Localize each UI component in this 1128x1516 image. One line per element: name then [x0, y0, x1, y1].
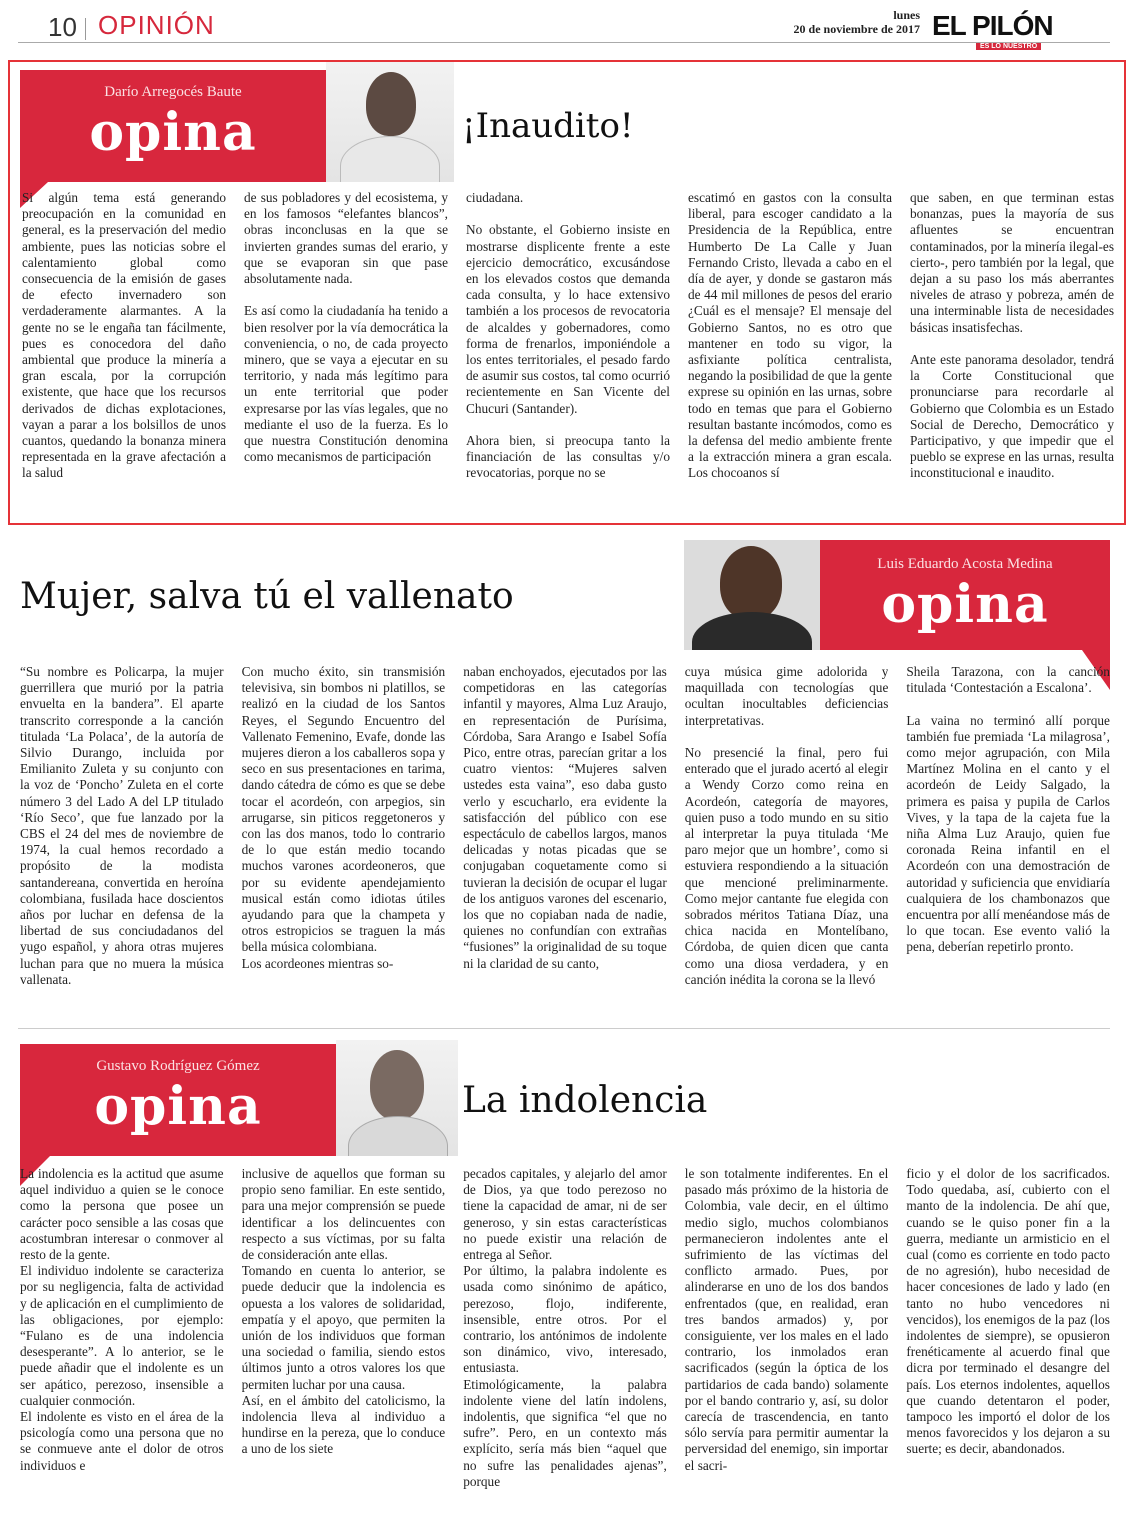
article-title: La indolencia [462, 1080, 708, 1121]
article-indolencia [18, 1040, 1110, 1510]
text-column: ciudadana. No obstante, el Gobierno insiste en mostrarse displicente frente a este ejercicio democrático, excusándose en los elevados costos que demanda cada consulta, y lo hace extensivo también a los procesos de revocatoria de alcaldes y gobernadores, como forma de frenarlos, imponiéndole a los entes territoriales, el pesado fardo de asumir sus costos, tal como ocurrió recientemente en San Vicente del Chucuri (Santander). Ahora bien, si preocupa tanto la financiación de las consultas y/o revocatorias, porque no se [466, 190, 670, 481]
article-body [22, 190, 1114, 510]
author-shoulders [340, 136, 440, 182]
text-column: de sus pobladores y del ecosistema, y en los famosos “elefantes blancos”, obras inconclusas en la que se invierten grandes sumas del erario, y que se evaporan sin que pase absolutamente nada. Es así como la ciudadanía ha tenido a bien resolver por la vía democrática la conveniencia, o no, de cada proyecto minero, que se vaya a ejecutar en su territorio, y nada más legítimo para un ente territorial que poder expresarse por las vías legales, que no mediante el uso de la fuerza. Es lo que nuestra Constitución denomina como mecanismos de participación [244, 190, 448, 465]
article-title: Mujer, salva tú el vallenato [20, 576, 514, 617]
author-photo [336, 1040, 458, 1156]
text-column: que saben, en que terminan estas bonanzas, pues la mayoría de sus afluentes se encuentran contaminados, por la minería ilegal-es cierto-, pero también por la legal, que dejan a su paso los más aberrantes niveles de atraso y pobreza, amén de una interminable lista de necesidades básicas insatisfechas. Ante este panorama desolador, tendrá la Corte Constitucional que pronunciarse para recordarle al Gobierno que Colombia es un Estado Social de Derecho, Democrático y Participativo, y que impedir que el pueblo se exprese en las urnas, resulta inconstitucional e inaudito. [910, 190, 1114, 481]
author-head [370, 1050, 424, 1120]
header-rule [18, 42, 1110, 43]
opina-label: opina [881, 574, 1049, 635]
author-name: Darío Arregocés Baute [104, 84, 242, 100]
logo-slogan: ES LO NUESTRO [976, 43, 1041, 50]
article-title: ¡Inaudito! [462, 106, 634, 146]
text-column: ficio y el dolor de los sacrificados. Todo quedaba, así, cubierto con el manto de la indolencia. De ahí que, cuando se le quiso poner fin a la guerra, mediante un armisticio en el cual (como es corriente en todo pacto de no agresión), hubo necesidad de hacer concesiones de lado y lado (en tanto no hubo vencedores ni vencidos), los enemigos de la paz (los indolentes de siempre), se opusieron frenéticamente al acuerdo final que dicra por terminado el desangre del país. Los eternos indolentes, aquellos que cuando detentaron el poder, tampoco les importó el dolor de los menos favorecidos y los dejaron a su suerte; es decir, abandonados. [906, 1166, 1110, 1457]
text-column: le son totalmente indiferentes. En el pasado más próximo de la historia de Colombia, vale decir, en el último medio siglo, muchos colombianos permanecieron indolentes ante el sufrimiento de las víctimas del conflicto armado. Pues, por alinderarse en uno de los dos bandos enfrentados (que, en realidad, eran tres bandos armados) y, por consiguiente, ver los males en el lado contrario, los inmolados eran sacrificados (según la óptica de los partidarios de cada bando) solamente por el bando contrario y, así, su dolor carecía de trascendencia, en tanto sólo servía para permitir aumentar la perversidad del enemigo, sin importar el sacri- [684, 1166, 889, 1473]
text-column: La indolencia es la actitud que asume aquel individuo a quien se le conoce como la persona que posee un carácter poco sensible a las cosas que acostumbran interesar o conmover al resto de la gente. El individuo indolente se caracteriza por su negligencia, falta de actividad y de aplicación en el cumplimiento de las obligaciones, por ejemplo: “Fulano es de una indolencia desesperante”. A lo anterior, se le puede añadir que el indolente es un ser apático, perezoso, insensible a cualquier conmoción. El indolente es visto en el área de la psicología como una persona que no se conmueve ante el dolor de otros individuos e [20, 1166, 224, 1473]
author-photo [684, 540, 820, 650]
author-name: Gustavo Rodríguez Gómez [96, 1058, 260, 1074]
author-head [366, 72, 416, 136]
article-inaudito [8, 60, 1126, 525]
issue-weekday: lunes [893, 8, 920, 22]
logo-name: EL PILÓN [932, 10, 1053, 41]
section-title: OPINIÓN [98, 10, 215, 40]
issue-full-date: 20 de noviembre de 2017 [793, 22, 920, 36]
text-column: naban enchoyados, ejecutados por las competidoras en las categorías infantil y mayores, Alma Luz Araujo, en representación de Purísima, Córdoba, Sara Arango e Isabel Sofía Pico, entre otras, parecían gritar a los cuatro vientos: “Mujeres salven ustedes esta vaina”, eso daba gusto verlo y escucharlo, era evidente la satisfacción del público con ese espectáculo de cabellos largos, manos delicadas y notas picadas que se conjugaban coquetamente como si tuvieran la decisión de ocupar el lugar de los antiguos varones del escenario, los que no copiaban nada de nadie, quienes no confundían con extrañas “fusiones” la originalidad de su toque ni la claridad de su canto, [463, 664, 667, 971]
author-shoulders [348, 1116, 448, 1156]
text-column: cuya música gime adolorida y maquillada con tecnologías que ocultan inocultables deficiencias interpretativas. No presencié la final, pero fui enterado que el jurado acertó al elegir a Wendy Corzo como reina en Acordeón, categoría de mayores, quien puso a todo mundo en su sitio al interpretar la puya titulada ‘Me paro mejor que un hombre’, como si estuviera respondiendo a la situación que mencioné preliminarmente. Como mejor cantante fue elegida con sobrados méritos Tatiana Díaz, una chica nacida en Montelíbano, Córdoba, de quien dicen que canta como una diosa verdadera, y en canción inédita la corona se la llevó [684, 664, 889, 987]
page-header [0, 0, 1128, 48]
text-column: inclusive de aquellos que forman su propio seno familiar. En este sentido, para una mejor comprensión se puede identificar a los delincuentes con respecto a sus víctimas, por su falta de consideración ante ellas. Tomando en cuenta lo anterior, se puede deducir que la indolencia es opuesta a los valores de solidaridad, empatía y el apoyo, que permiten la unión de los individuos que forman una sociedad o familia, siendo estos últimos junto a otros valores los que permiten luchar por una causa. Así, en el ámbito del catolicismo, la indolencia lleva al individuo a hundirse en la pereza, que lo conduce a uno de los siete [241, 1166, 446, 1457]
text-column: escatimó en gastos con la consulta liberal, para escoger candidato a la Presidencia de la República, entre Humberto De La Calle y Juan Fernando Cristo, llevada a cabo en el día de ayer, y donde se gastaron más de 44 mil millones de pesos del erario ¿Cuál es el mensaje? El mensaje del Gobierno Santos, no es otro que mantener en todo su vigor, la asfixiante política centralista, negando la posibilidad de que la gente exprese su opinión en las urnas, sobre todo en temas que para el Gobierno resultan bastante incómodos, como es la defensa del medio ambiente frente a la extracción minera a gran escala. Los chocoanos sí [688, 190, 892, 481]
text-column: Si algún tema está generando preocupación en la comunidad en general, es la preservación del medio ambiente, pues las noticias sobre el calentamiento global como consecuencia de la emisión de gases de efecto invernadero son verdaderamente alarmantes. A la gente no se le engaña tan fácilmente, pues es conocedora del daño ambiental que produce la minería a gran escala, por la corrupción existente, que hace que los recursos derivados de dichas explotaciones, vayan a parar a los bolsillos de unos cuantos, quedando la bonanza minera representada en la grave afectación a la salud [22, 190, 226, 481]
opina-label: opina [89, 102, 257, 163]
author-head [720, 546, 782, 620]
header-divider [85, 18, 86, 40]
issue-date [794, 8, 920, 36]
author-photo [326, 62, 454, 182]
text-column: Con mucho éxito, sin transmisión televisiva, sin bombos ni platillos, se realizó en la ciudad de los Santos Reyes, el Segundo Encuentro del Vallenato Femenino, Evafe, donde las mujeres dieron a los caballeros sopa y seco en sus presentaciones en tarima, dando cátedra de cómo es que se debe tocar el acordeón, con arpegios, sin arrugarse, sin piticos reggetoneros y con las dos manos, todo lo contrario de lo que están medio tocando muchos varones acordeoneros, que por su evidente apendejamiento musical están como idiotas útiles ayudando para que la champeta y otros estropicios se traguen la más bella música colombiana. Los acordeones mientras so- [241, 664, 446, 971]
opinion-badge [820, 540, 1110, 650]
page-number: 10 [48, 12, 77, 42]
opina-label: opina [94, 1076, 262, 1137]
newspaper-logo[interactable] [932, 12, 1112, 54]
author-name: Luis Eduardo Acosta Medina [877, 556, 1053, 572]
text-column: pecados capitales, y alejarlo del amor de Dios, ya que todo perezoso no tiene la capacidad de amar, ni de ser generoso, y sin estas características no puede existir una relación de entrega al Señor. Por último, la palabra indolente es usada como sinónimo de apático, perezoso, flojo, indiferente, insensible, entre otros. Por el contrario, los antónimos de indolente son dinámico, vivo, interesado, entusiasta. Etimológicamente, la palabra indolente viene del latín indolens, indolentis, que significa “el que no sufre”. Pero, en un contexto más explícito, sería más bien “aquel que no sufre las penalidades ajenas”, porque [463, 1166, 667, 1489]
opinion-badge [20, 70, 326, 182]
opinion-badge [20, 1044, 336, 1156]
article-body [20, 1166, 1110, 1506]
article-body [20, 664, 1110, 1004]
article-mujer-vallenato [18, 540, 1110, 1010]
article-separator [18, 1028, 1110, 1029]
author-shoulders [692, 612, 812, 650]
text-column: “Su nombre es Policarpa, la mujer guerrillera que murió por la patria envuelta en la bandera”. El aparte transcrito corresponde a la canción titulada ‘La Polaca’, de la autoría de Silvio Durango, incluida por Emilianito Zuleta y su conjunto con la voz de ‘Poncho’ Zuleta en el corte número 3 del Lado A del LP titulado ‘Río Seco’, que fue lanzado por la CBS el 24 del mes de noviembre de 1974, la cual hemos recordado a propósito de la modista santandereana, convertida en heroína colombiana, fusilada hace doscientos años por luchar en defensa de la libertad de sus conciudadanos del yugo español, y ahora otras mujeres luchan para que no muera la música vallenata. [20, 664, 224, 987]
text-column: Sheila Tarazona, con la canción titulada ‘Contestación a Escalona’. La vaina no terminó allí porque también fue premiada ‘La milagrosa’, como mejor agrupación, con Mila Martínez Molina en el canto y el acordeón de Leidy Salgado, la primera es paisa y pupila de Carlos Vives, y la tapa de la cajeta fue la niña Alma Luz Araujo, quien fue coronada Reina infantil en el Acordeón con una demostración de autoridad y suficiencia que envidiaría cualquiera de los chambonazos que encuentra por allí menéandose más de lo que tocan. Ese evento valió la pena, deberían repetirlo pronto. [906, 664, 1110, 955]
